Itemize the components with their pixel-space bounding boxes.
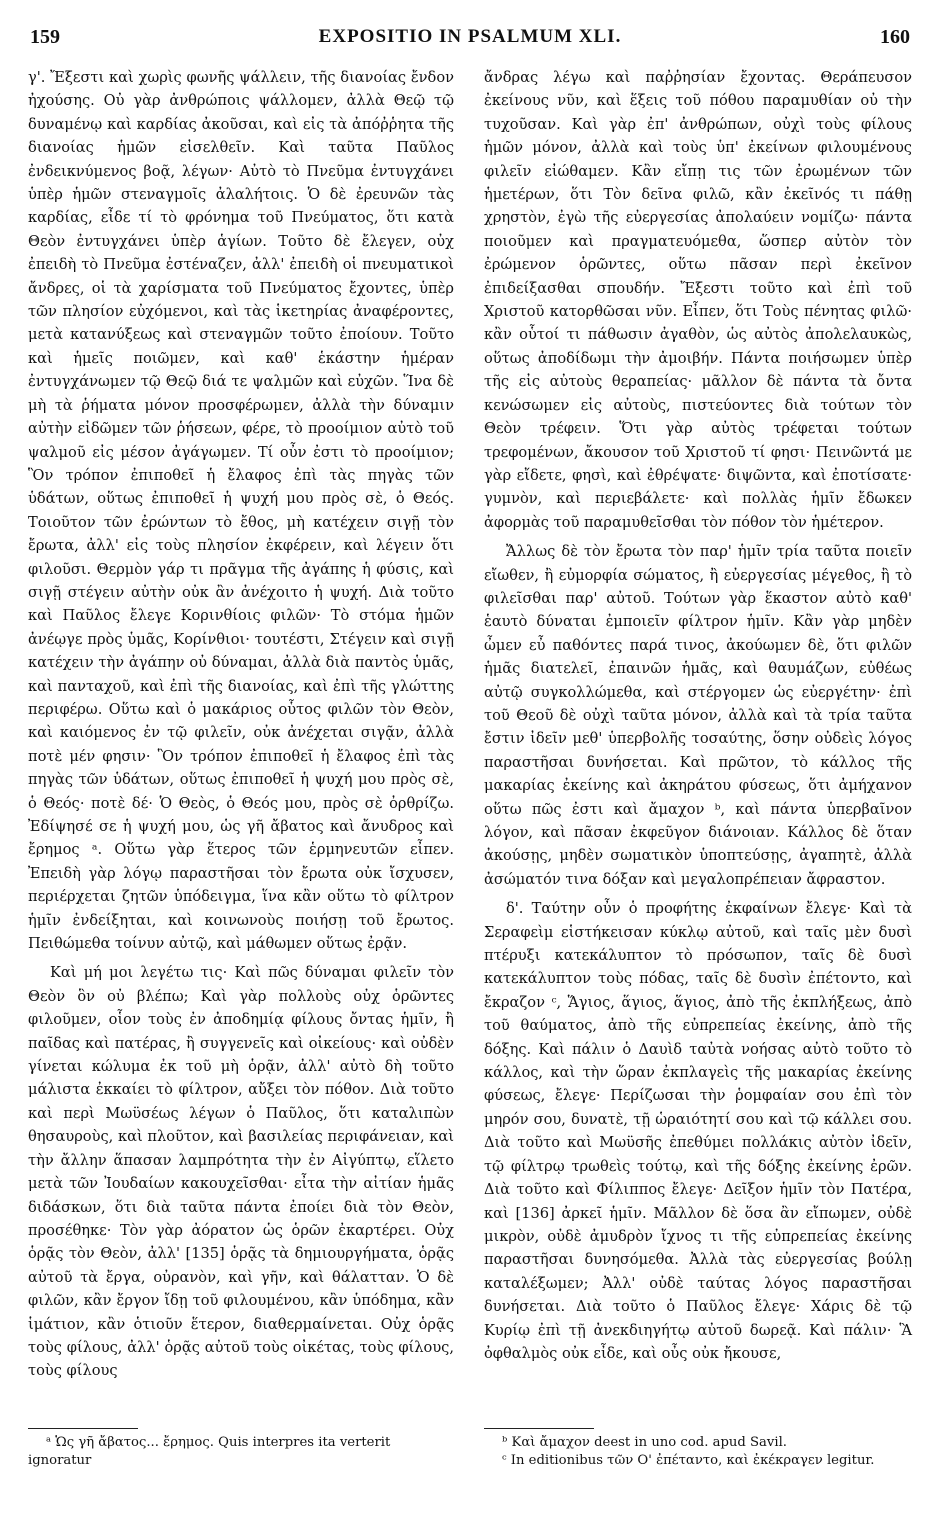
footnote-divider-right — [484, 1428, 594, 1429]
running-header — [30, 18, 910, 58]
page-number-right: 160 — [880, 26, 910, 48]
paragraph: Καὶ μή μοι λεγέτω τις· Καὶ πῶς δύναμαι φιλεῖν τὸν Θεὸν ὃν οὐ βλέπω; Καὶ γὰρ πολλοὺς οὐχ ὁρῶντες φιλοῦμεν, οἷον τοὺς ἐν ἀποδημίᾳ φίλους ὄντας ἡμῖν, ἢ παῖδας καὶ πατέρας, ἢ συγγενεῖς καὶ οἰκείους· καὶ οὐδὲν γίνεται κώλυμα ἐκ τοῦ μὴ ὁρᾷν, ἀλλ' αὐτὸ δὴ τοῦτο μάλιστα ἐκκαίει τὸ φίλτρον, αὔξει τὸν πόθον. Διὰ τοῦτο καὶ περὶ Μωϋσέως λέγων ὁ Παῦλος, ὅτι καταλιπὼν θησαυροὺς, καὶ πλοῦτον, καὶ βασιλείας περιφάνειαν, καὶ τὴν ἄλλην ἅπασαν λαμπρότητα τὴν ἐν Αἰγύπτῳ, εἵλετο μετὰ τῶν Ἰουδαίων κακουχεῖσθαι· εἶτα τὴν αἰτίαν ἡμᾶς διδάσκων, ὅτι διὰ ταῦτα πάντα ἐποίει διὰ τὸν Θεὸν, προσέθηκε· Τὸν γὰρ ἀόρατον ὡς ὁρῶν ἐκαρτέρει. Οὐχ ὁρᾷς τὸν Θεὸν, ἀλλ' [135] ὁρᾷς τὰ δημιουργήματα, ὁρᾷς αὐτοῦ τὰ ἔργα, οὐρανὸν, καὶ γῆν, καὶ θάλατταν. Ὁ δὲ φιλῶν, κἂν ἔργον ἴδῃ τοῦ φιλουμένου, κἂν ὑπόδημα, κἂν ἱμάτιον, κἂν ὁτιοῦν ἕτερον, διαθερμαίνεται. Οὐχ ὁρᾷς τοὺς φίλους, ἀλλ' ὁρᾷς αὐτοῦ τοὺς οἰκέτας, τοὺς φίλους, τοὺς φίλους — [28, 964, 454, 1380]
paragraph: δ'. Ταύτην οὖν ὁ προφήτης ἐκφαίνων ἔλεγε· Καὶ τὰ Σεραφεὶμ εἱστήκεισαν κύκλῳ αὐτοῦ, καὶ ταῖς μὲν δυσὶ πτέρυξι κατεκάλυπτον τὸ πρόσωπον, ταῖς δὲ δυσὶ κατεκάλυπτον τοὺς πόδας, ταῖς δὲ δυσὶν ἐπέτοντο, καὶ ἔκραζον ᶜ, Ἅγιος, ἅγιος, ἅγιος, ἀπὸ τῆς ἐκπλήξεως, ἀπὸ τοῦ θαύματος, ἀπὸ τῆς εὐπρεπείας ἐκείνης, ἀπὸ τῆς δόξης. Καὶ πάλιν ὁ Δαυὶδ ταὐτὰ νοήσας αὐτὸ τοῦτο τὸ κάλλος, καὶ τὴν ὥραν ἐκπλαγεὶς τῆς μακαρίας ἐκείνης φύσεως, ἔλεγε· Περίζωσαι τὴν ῥομφαίαν σου ἐπὶ τὸν μηρόν σου, δυνατὲ, τῇ ὡραιότητί σου καὶ τῷ κάλλει σου. Διὰ τοῦτο καὶ Μωϋσῆς ἐπεθύμει πολλάκις αὐτὸν ἰδεῖν, τῷ φίλτρῳ τρωθεὶς τούτῳ, καὶ τῆς δόξης ἐκείνης ἐρῶν. Διὰ τοῦτο καὶ Φίλιππος ἔλεγε· Δεῖξον ἡμῖν τὸν Πατέρα, καὶ [136] ἀρκεῖ ἡμῖν. Μᾶλλον δὲ ὅσα ἂν εἴπωμεν, οὐδὲ μικρὸν, οὐδὲ ἀμυδρὸν ἴχνος τι τῆς εὐπρεπείας ἐκείνης παραστῆσαι δυνησόμεθα. Ἀλλὰ τὰς εὐεργεσίας βούλῃ καταλέξωμεν; Ἀλλ' οὐδὲ ταύτας λόγος παραστῆσαι δυνήσεται. Διὰ τοῦτο ὁ Παῦλος ἔλεγε· Χάρις δὲ τῷ Κυρίῳ ἐπὶ τῇ ἀνεκδιηγήτῳ αὐτοῦ δωρεᾷ. Καὶ πάλιν· Ἃ ὀφθαλμὸς οὐκ εἶδε, καὶ οὖς οὐκ ἤκουσε, — [484, 900, 912, 1362]
footnotes-right — [484, 1434, 912, 1470]
right-column — [484, 66, 912, 1365]
paragraph: Ἄλλως δὲ τὸν ἔρωτα τὸν παρ' ἡμῖν τρία ταῦτα ποιεῖν εἴωθεν, ἢ εὐμορφία σώματος, ἢ εὐεργεσίας μέγεθος, ἢ τὸ φιλεῖσθαι παρ' αὐτοῦ. Τούτων γὰρ ἕκαστον αὐτὸ καθ' ἑαυτὸ δύναται ἐμποιεῖν φίλτρον ἡμῖν. Κἂν γὰρ μηδὲν ὦμεν εὖ παθόντες παρά τινος, ἀκούωμεν δὲ, ὅτι φιλῶν ἡμᾶς διατελεῖ, ἐπαινῶν ἡμᾶς, καὶ θαυμάζων, εὐθέως αὐτῷ συγκολλώμεθα, καὶ στέργομεν ὡς εὐεργέτην· ἐπὶ τοῦ Θεοῦ δὲ οὐχὶ ταῦτα μόνον, ἀλλὰ καὶ τὰ τρία ταῦτα ἔστιν ἰδεῖν μεθ' ὑπερβολῆς τοσαύτης, ὅσην οὐδεὶς λόγος παραστῆσαι δυνήσεται. Καὶ πρῶτον, τὸ κάλλος τῆς μακαρίας ἐκείνης καὶ ἀκηράτου φύσεως, ὅτι ἀμήχανον οὕτω πῶς ἐστι καὶ ἄμαχον ᵇ, καὶ πάντα ὑπερβαῖνον λόγον, καὶ πᾶσαν ἐκφεῦγον διάνοιαν. Κάλλος δὲ ὅταν ἀκούσῃς, μηδὲν σωματικὸν ὑποπτεύσῃς, ἀγαπητὲ, ἀλλὰ ἀσώματόν τινα δόξαν καὶ μεγαλοπρέπειαν ἄφραστον. — [484, 543, 912, 888]
page-number-left: 159 — [30, 26, 60, 48]
footnote: ᶜ In editionibus τῶν Ο' ἐπέταντο, καὶ ἐκέκραγεν legitur. — [502, 1453, 875, 1468]
paragraph: ἄνδρας λέγω καὶ παῤῥησίαν ἔχοντας. Θεράπευσον ἐκείνους νῦν, καὶ ἕξεις τοῦ πόθου παραμυθίαν οὐ τὴν τυχοῦσαν. Καὶ γὰρ ἐπ' ἀνθρώπων, οὐχὶ τοὺς φίλους ἡμῶν μόνον, ἀλλὰ καὶ τοὺς ὑπ' ἐκείνων φιλουμένους φιλεῖν εἰώθαμεν. Κἂν εἴπῃ τις τῶν ἐρωμένων τῶν ἡμετέρων, ὅτι Τὸν δεῖνα φιλῶ, κἂν ἐκεῖνός τι πάθῃ χρηστὸν, ἐγὼ τῆς εὐεργεσίας ἀπολαύειν νομίζω· πάντα ποιοῦμεν καὶ πραγματευόμεθα, ὥσπερ αὐτὸν τὸν ἐρώμενον ὁρῶντες, οὕτω πᾶσαν περὶ ἐκεῖνον ἐπιδείξασθαι σπουδήν. Ἔξεστι τοῦτο καὶ ἐπὶ τοῦ Χριστοῦ κατορθῶσαι νῦν. Εἶπεν, ὅτι Τοὺς πένητας φιλῶ· κἂν οὗτοί τι πάθωσιν ἀγαθὸν, ὡς αὐτὸς ἀπολελαυκὼς, οὕτως ἀποδίδωμι τὴν ἀμοιβήν. Πάντα ποιήσωμεν ὑπὲρ τῆς εἰς αὐτοὺς θεραπείας· μᾶλλον δὲ πάντα τὰ ὄντα κενώσωμεν εἰς αὐτοὺς, πιστεύοντες διὰ τούτων τὸν Θεὸν τρέφειν. Ὅτι γὰρ αὐτὸς τρέφεται τούτων τρεφομένων, ἄκουσον τοῦ Χριστοῦ τί φησι· Πεινῶντά με γὰρ εἴδετε, φησὶ, καὶ ἐθρέψατε· διψῶντα, καὶ ἐποτίσατε· γυμνὸν, καὶ περιεβάλετε· καὶ πολλὰς ἡμῖν ἔδωκεν ἀφορμὰς τοῦ παραμυθεῖσθαι τὸν πόθον τὸν ἡμέτερον. — [484, 69, 912, 531]
footnote-divider-left — [28, 1428, 138, 1429]
left-column — [28, 66, 454, 1383]
footnote: ᵇ Καὶ ἄμαχον deest in uno cod. apud Savil. — [502, 1435, 787, 1450]
footnotes-left — [28, 1434, 454, 1470]
paragraph: γ'. Ἔξεστι καὶ χωρὶς φωνῆς ψάλλειν, τῆς διανοίας ἔνδον ἠχούσης. Οὐ γὰρ ἀνθρώποις ψάλλομεν, ἀλλὰ Θεῷ τῷ δυναμένῳ καὶ καρδίας ἀκοῦσαι, καὶ εἰς τὰ ἀπόῤῥητα τῆς διανοίας ἡμῶν εἰσελθεῖν. Καὶ ταῦτα Παῦλος ἐνδεικνύμενος βοᾷ, λέγων· Αὐτὸ τὸ Πνεῦμα ἐντυγχάνει ὑπὲρ ἡμῶν στεναγμοῖς ἀλαλήτοις. Ὁ δὲ ἐρευνῶν τὰς καρδίας, εἶδε τί τὸ φρόνημα τοῦ Πνεύματος, ὅτι κατὰ Θεὸν ἐντυγχάνει ὑπὲρ ἁγίων. Τοῦτο δὲ ἔλεγεν, οὐχ ἐπειδὴ τὸ Πνεῦμα ἐστέναζεν, ἀλλ' ἐπειδὴ οἱ πνευματικοὶ ἄνδρες, οἱ τὰ χαρίσματα τοῦ Πνεύματος ἔχοντες, ὑπὲρ τῶν πλησίον εὐχόμενοι, καὶ τὰς ἱκετηρίας ἀναφέροντες, μετὰ κατανύξεως καὶ στεναγμῶν τοῦτο ἐποίουν. Τοῦτο καὶ ἡμεῖς ποιῶμεν, καὶ καθ' ἑκάστην ἡμέραν ἐντυγχάνωμεν τῷ Θεῷ διά τε ψαλμῶν καὶ εὐχῶν. Ἵνα δὲ μὴ τὰ ῥήματα μόνον προσφέρωμεν, ἀλλὰ τὴν δύναμιν αὐτὴν εἰδῶμεν τῶν ῥήσεων, φέρε, τὸ προοίμιον αὐτὸ τοῦ ψαλμοῦ εἰς μέσον ἀγάγωμεν. Τί οὖν ἐστι τὸ προοίμιον; Ὃν τρόπον ἐπιποθεῖ ἡ ἔλαφος ἐπὶ τὰς πηγὰς τῶν ὑδάτων, οὕτως ἐπιποθεῖ ἡ ψυχή μου πρὸς σὲ, ὁ Θεός. Τοιοῦτον τῶν ἐρώντων τὸ ἔθος, μὴ κατέχειν σιγῇ τὸν ἔρωτα, ἀλλ' εἰς τοὺς πλησίον ἐκφέρειν, καὶ λέγειν ὅτι φιλοῦσι. Θερμὸν γάρ τι πρᾶγμα τῆς ἀγάπης ἡ φύσις, καὶ σιγῇ στέγειν αὐτὴν οὐκ ἂν ἀνέχοιτο ἡ ψυχή. Διὰ τοῦτο καὶ Παῦλος ἔλεγε Κορινθίοις φιλῶν· Τὸ στόμα ἡμῶν ἀνέῳγε πρὸς ὑμᾶς, Κορίνθιοι· τουτέστι, Στέγειν καὶ σιγῇ κατέχειν τὴν ἀγάπην οὐ δύναμαι, ἀλλὰ διὰ παντὸς ὑμᾶς, καὶ πανταχοῦ, καὶ ἐπὶ τῆς διανοίας, καὶ ἐπὶ τῆς γλώττης περιφέρω. Οὕτω καὶ ὁ μακάριος οὗτος φιλῶν τὸν Θεὸν, καὶ καιόμενος ἐν τῷ φιλεῖν, οὐκ ἀνέχεται σιγᾷν, ἀλλὰ ποτὲ μέν φησιν· Ὃν τρόπον ἐπιποθεῖ ἡ ἔλαφος ἐπὶ τὰς πηγὰς τῶν ὑδάτων, οὕτως ἐπιποθεῖ ἡ ψυχή μου πρὸς σὲ, ὁ Θεός· ποτὲ δέ· Ὁ Θεὸς, ὁ Θεός μου, πρὸς σὲ ὀρθρίζω. Ἐδίψησέ σε ἡ ψυχή μου, ὡς γῆ ἄβατος καὶ ἄνυδρος καὶ ἔρημος ᵃ. Οὕτω γὰρ ἕτερος τῶν ἑρμηνευτῶν εἶπεν. Ἐπειδὴ γὰρ λόγῳ παραστῆσαι τὸν ἔρωτα οὐκ ἴσχυσεν, περιέρχεται ζητῶν ὑπόδειγμα, ἵνα κἂν οὕτω τὸ φίλτρον ἡμῖν ἐνδείξηται, καὶ κοινωνοὺς ποιήσῃ τοῦ ἔρωτος. Πειθώμεθα τοίνυν αὐτῷ, καὶ μάθωμεν οὕτως ἐρᾷν. — [28, 69, 454, 953]
footnote: ᵃ Ὡς γῆ ἄβατος... ἔρημος. Quis interpres ita verterit ignoratur — [28, 1435, 391, 1468]
running-title: EXPOSITIO IN PSALMUM XLI. — [318, 26, 622, 47]
